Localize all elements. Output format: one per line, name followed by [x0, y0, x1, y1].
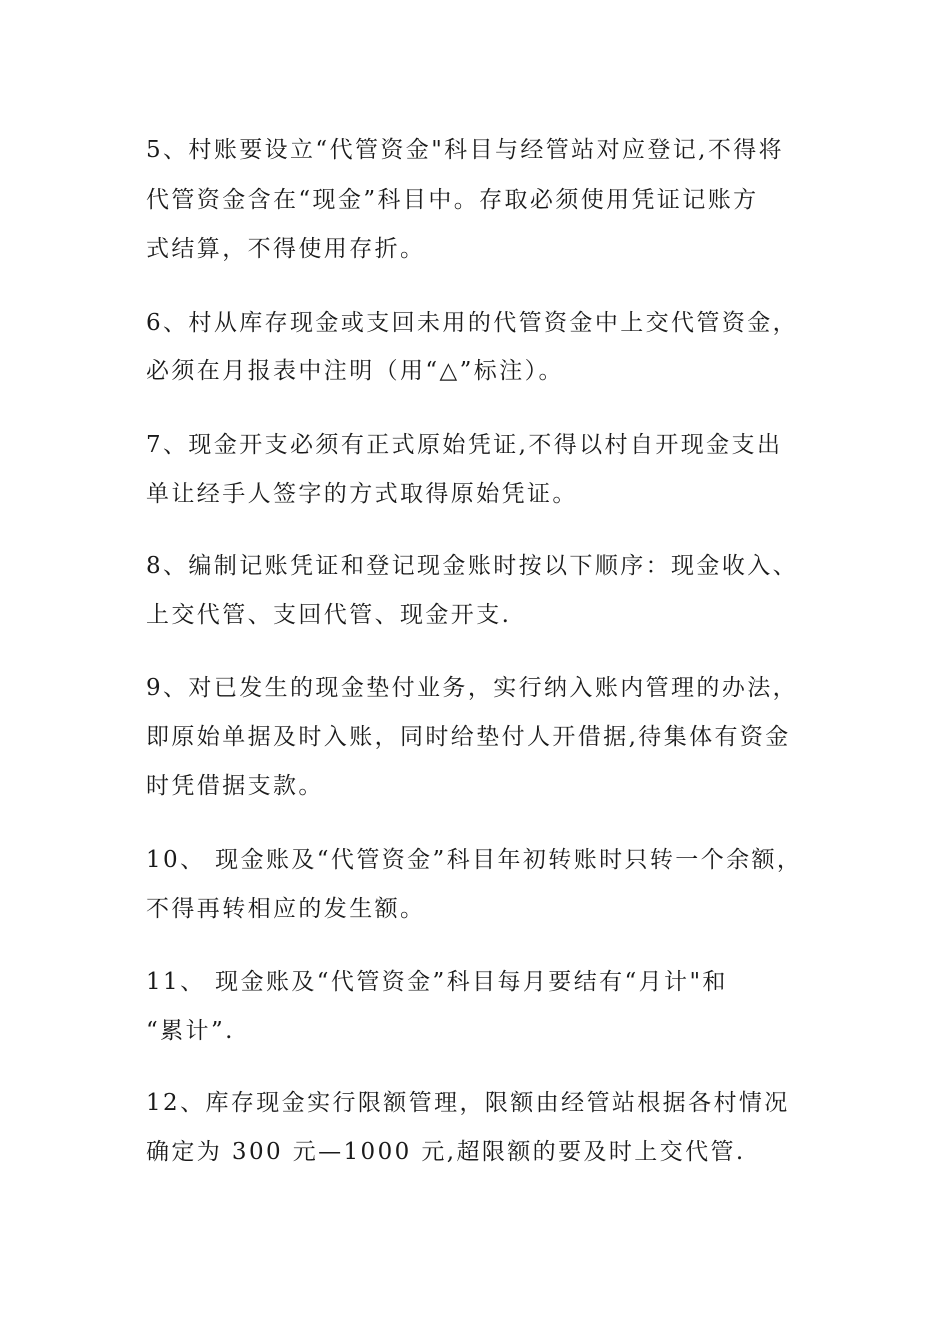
paragraph-line: 单让经手人签字的方式取得原始凭证。: [146, 481, 578, 507]
paragraph-line: 11、 现金账及“代管资金”科目每月要结有“月计"和: [146, 969, 728, 995]
paragraph-line: 式结算，不得使用存折。: [146, 236, 426, 262]
paragraph-line: 8、编制记账凭证和登记现金账时按以下顺序：现金收入、: [146, 553, 799, 579]
paragraph-line: 代管资金含在“现金”科目中。存取必须使用凭证记账方: [146, 187, 759, 213]
paragraph-line: 10、 现金账及“代管资金”科目年初转账时只转一个余额，: [146, 847, 803, 873]
paragraph-line: 即原始单据及时入账，同时给垫付人开借据,待集体有资金: [146, 724, 791, 750]
paragraph-line: 确定为 300 元—1000 元,超限额的要及时上交代管.: [146, 1139, 746, 1165]
paragraph-line: 时凭借据支款。: [146, 773, 324, 799]
paragraph-line: 7、现金开支必须有正式原始凭证,不得以村自开现金支出: [146, 432, 783, 458]
paragraph-line: 9、对已发生的现金垫付业务，实行纳入账内管理的办法，: [146, 675, 799, 701]
paragraph-line: 5、村账要设立“代管资金"科目与经管站对应登记,不得将: [146, 137, 785, 163]
paragraph-line: 12、库存现金实行限额管理，限额由经管站根据各村情况: [146, 1090, 790, 1116]
paragraph-line: 上交代管、支回代管、现金开支.: [146, 602, 512, 628]
paragraph-line: 不得再转相应的发生额。: [146, 896, 426, 922]
paragraph-line: 6、村从库存现金或支回未用的代管资金中上交代管资金，: [146, 310, 799, 336]
paragraph-line: “累计”.: [146, 1018, 235, 1044]
paragraph-line: 必须在月报表中注明（用“△”标注）。: [146, 358, 564, 384]
